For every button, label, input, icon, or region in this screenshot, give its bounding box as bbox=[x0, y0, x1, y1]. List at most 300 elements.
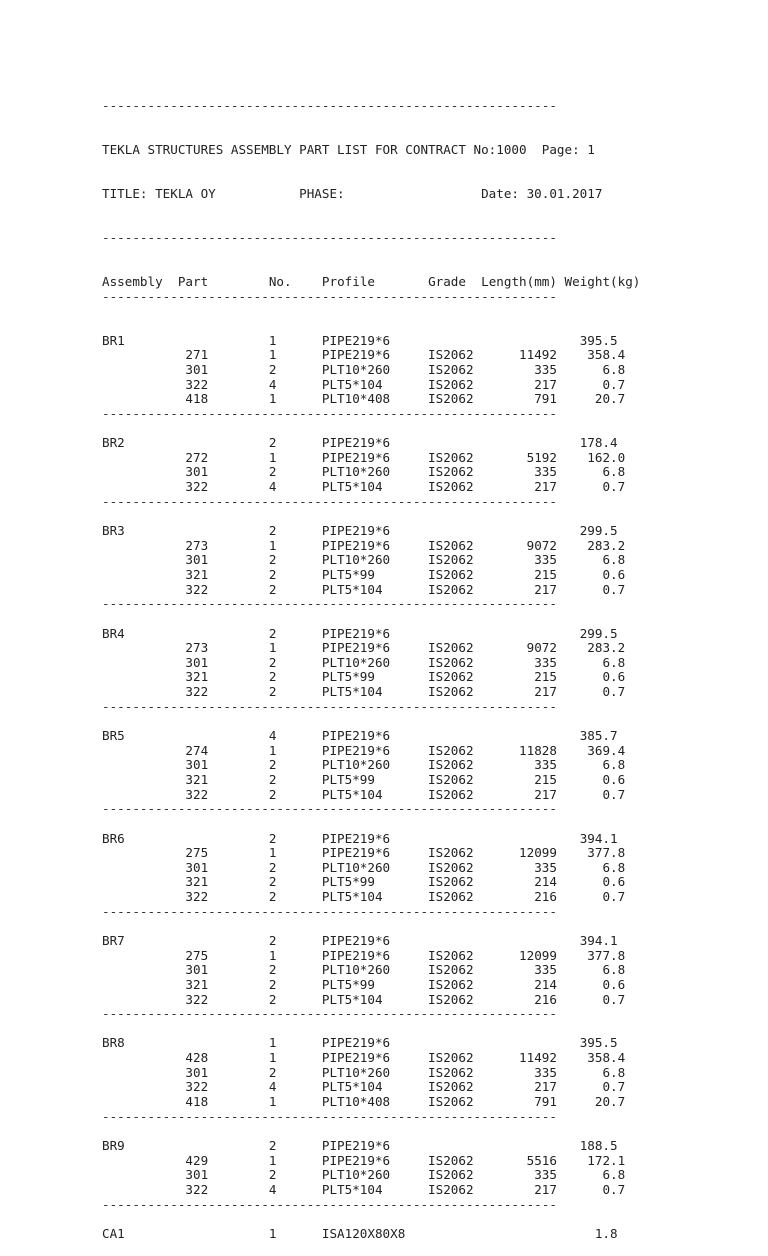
part-length: 217 bbox=[473, 786, 557, 802]
part-quantity: 2 bbox=[268, 874, 322, 890]
part-profile: PLT5*104 bbox=[321, 1181, 429, 1197]
assembly-row bbox=[102, 334, 640, 349]
part-indent bbox=[102, 684, 185, 699]
part-grade: IS2062 bbox=[428, 376, 474, 392]
part-weight: 6.8 bbox=[556, 362, 626, 377]
part-grade: IS2062 bbox=[428, 552, 474, 568]
part-grade: IS2062 bbox=[428, 654, 474, 670]
part-weight: 20.7 bbox=[556, 391, 626, 407]
part-weight: 6.8 bbox=[556, 1064, 626, 1080]
assembly-row bbox=[102, 524, 640, 539]
part-length: 216 bbox=[473, 991, 557, 1007]
part-indent bbox=[102, 655, 185, 670]
part-length: 5192 bbox=[473, 449, 557, 465]
part-profile: PLT5*104 bbox=[321, 376, 429, 392]
part-weight: 358.4 bbox=[556, 347, 626, 363]
part-length: 217 bbox=[473, 581, 557, 597]
part-grade: IS2062 bbox=[428, 669, 474, 685]
part-profile: PIPE219*6 bbox=[321, 537, 429, 553]
assembly-count: 4 bbox=[268, 728, 322, 744]
part-weight: 6.8 bbox=[556, 464, 626, 480]
part-quantity: 2 bbox=[268, 889, 322, 905]
part-indent bbox=[102, 347, 185, 362]
assembly-weight: 394.1 bbox=[579, 932, 618, 948]
part-weight: 172.1 bbox=[556, 1152, 626, 1168]
part-number: 322 bbox=[185, 786, 269, 802]
part-grade: IS2062 bbox=[428, 991, 474, 1007]
column-header-grade: Grade bbox=[428, 274, 482, 290]
part-number: 321 bbox=[185, 771, 269, 787]
part-weight: 0.7 bbox=[556, 581, 626, 597]
part-length: 335 bbox=[473, 962, 557, 978]
part-number: 301 bbox=[185, 464, 269, 480]
part-profile: PLT5*104 bbox=[321, 1079, 429, 1095]
part-number: 275 bbox=[185, 845, 269, 861]
group-separator: ------------------------------------------------------------ bbox=[102, 903, 557, 919]
column-header-assembly: Assembly bbox=[102, 274, 178, 290]
part-indent bbox=[102, 538, 185, 553]
part-row bbox=[102, 685, 640, 700]
part-weight: 0.6 bbox=[556, 566, 626, 582]
part-length: 791 bbox=[473, 1094, 557, 1110]
assembly-row bbox=[102, 436, 640, 451]
part-weight: 0.7 bbox=[556, 1079, 626, 1095]
part-quantity: 2 bbox=[268, 654, 322, 670]
part-profile: PLT10*260 bbox=[321, 1167, 429, 1183]
part-number: 418 bbox=[185, 391, 269, 407]
part-length: 214 bbox=[473, 874, 557, 890]
part-quantity: 2 bbox=[268, 684, 322, 700]
blank-line bbox=[102, 919, 640, 934]
assembly-row bbox=[102, 1139, 640, 1154]
part-quantity: 4 bbox=[268, 1181, 322, 1197]
part-indent bbox=[102, 889, 185, 904]
part-weight: 20.7 bbox=[556, 1094, 626, 1110]
part-row bbox=[102, 846, 640, 861]
part-length: 335 bbox=[473, 464, 557, 480]
part-quantity: 2 bbox=[268, 991, 322, 1007]
part-quantity: 1 bbox=[268, 1094, 322, 1110]
part-profile: PLT5*104 bbox=[321, 786, 429, 802]
assembly-group-br6 bbox=[102, 817, 640, 919]
assembly-row bbox=[102, 1227, 640, 1242]
part-weight: 0.7 bbox=[556, 479, 626, 495]
assembly-weight: 178.4 bbox=[579, 435, 618, 451]
part-profile: PLT5*99 bbox=[321, 771, 429, 787]
assembly-name: BR6 bbox=[102, 830, 269, 846]
part-weight: 283.2 bbox=[556, 537, 626, 553]
part-grade: IS2062 bbox=[428, 962, 474, 978]
group-separator: ------------------------------------------------------------ bbox=[102, 405, 557, 421]
part-grade: IS2062 bbox=[428, 874, 474, 890]
part-quantity: 2 bbox=[268, 859, 322, 875]
part-row bbox=[102, 641, 640, 656]
part-quantity: 4 bbox=[268, 1079, 322, 1095]
part-profile: PIPE219*6 bbox=[321, 845, 429, 861]
part-grade: IS2062 bbox=[428, 859, 474, 875]
part-number: 301 bbox=[185, 757, 269, 773]
assembly-count: 2 bbox=[268, 523, 322, 539]
part-indent bbox=[102, 362, 185, 377]
part-grade: IS2062 bbox=[428, 640, 474, 656]
part-indent bbox=[102, 948, 185, 963]
part-row bbox=[102, 583, 640, 598]
assembly-name: BR8 bbox=[102, 1035, 269, 1051]
part-number: 322 bbox=[185, 479, 269, 495]
part-length: 5516 bbox=[473, 1152, 557, 1168]
assembly-group-br1 bbox=[102, 334, 640, 422]
part-grade: IS2062 bbox=[428, 1152, 474, 1168]
part-quantity: 1 bbox=[268, 1050, 322, 1066]
column-header-length: Length(mm) bbox=[481, 274, 565, 290]
assembly-count: 2 bbox=[268, 435, 322, 451]
part-profile: PLT10*408 bbox=[321, 391, 429, 407]
part-quantity: 2 bbox=[268, 786, 322, 802]
report-title-line: TEKLA STRUCTURES ASSEMBLY PART LIST FOR CONTRACT No:1000 Page: 1 bbox=[102, 142, 595, 158]
part-indent bbox=[102, 479, 185, 494]
part-quantity: 2 bbox=[268, 757, 322, 773]
part-profile: PLT10*260 bbox=[321, 654, 429, 670]
part-indent bbox=[102, 1050, 185, 1065]
part-grade: IS2062 bbox=[428, 845, 474, 861]
part-quantity: 1 bbox=[268, 537, 322, 553]
part-number: 301 bbox=[185, 962, 269, 978]
assembly-group-br3 bbox=[102, 509, 640, 611]
part-length: 335 bbox=[473, 552, 557, 568]
part-quantity: 2 bbox=[268, 581, 322, 597]
part-number: 301 bbox=[185, 1064, 269, 1080]
part-row bbox=[102, 773, 640, 788]
part-quantity: 1 bbox=[268, 347, 322, 363]
part-indent bbox=[102, 787, 185, 802]
part-row bbox=[102, 978, 640, 993]
part-grade: IS2062 bbox=[428, 464, 474, 480]
part-profile: PLT10*260 bbox=[321, 362, 429, 377]
part-row bbox=[102, 1154, 640, 1169]
part-grade: IS2062 bbox=[428, 581, 474, 597]
group-separator: ------------------------------------------------------------ bbox=[102, 596, 557, 612]
part-indent bbox=[102, 845, 185, 860]
part-number: 271 bbox=[185, 347, 269, 363]
group-separator: ------------------------------------------------------------ bbox=[102, 801, 557, 817]
part-length: 335 bbox=[473, 654, 557, 670]
part-row bbox=[102, 1066, 640, 1081]
group-separator: ------------------------------------------------------------ bbox=[102, 698, 557, 714]
assembly-group-br2 bbox=[102, 422, 640, 510]
part-row bbox=[102, 1095, 640, 1110]
part-indent bbox=[102, 377, 185, 392]
part-length: 215 bbox=[473, 771, 557, 787]
assembly-name: BR5 bbox=[102, 728, 269, 744]
part-quantity: 1 bbox=[268, 391, 322, 407]
assembly-group-br4 bbox=[102, 612, 640, 714]
part-row bbox=[102, 1051, 640, 1066]
part-weight: 162.0 bbox=[556, 449, 626, 465]
assembly-row bbox=[102, 627, 640, 642]
blank-line bbox=[102, 817, 640, 832]
part-row bbox=[102, 861, 640, 876]
part-profile: PLT5*104 bbox=[321, 991, 429, 1007]
assembly-weight: 394.1 bbox=[579, 830, 618, 846]
part-number: 321 bbox=[185, 566, 269, 582]
assembly-weight: 1.8 bbox=[579, 1225, 618, 1241]
part-grade: IS2062 bbox=[428, 1167, 474, 1183]
part-indent bbox=[102, 391, 185, 406]
part-row bbox=[102, 348, 640, 363]
report-header-separator: ------------------------------------------------------------ bbox=[102, 230, 557, 246]
part-profile: PLT10*408 bbox=[321, 1094, 429, 1110]
part-number: 322 bbox=[185, 581, 269, 597]
part-grade: IS2062 bbox=[428, 1064, 474, 1080]
part-profile: PIPE219*6 bbox=[321, 1152, 429, 1168]
part-indent bbox=[102, 567, 185, 582]
assembly-name: BR3 bbox=[102, 523, 269, 539]
part-grade: IS2062 bbox=[428, 771, 474, 787]
assembly-name: BR2 bbox=[102, 435, 269, 451]
part-number: 301 bbox=[185, 654, 269, 670]
part-indent bbox=[102, 582, 185, 597]
part-length: 9072 bbox=[473, 537, 557, 553]
part-grade: IS2062 bbox=[428, 391, 474, 407]
assembly-profile: PIPE219*6 bbox=[321, 435, 580, 451]
part-length: 335 bbox=[473, 1167, 557, 1183]
part-quantity: 1 bbox=[268, 845, 322, 861]
group-separator: ------------------------------------------------------------ bbox=[102, 1006, 557, 1022]
assembly-group-br8 bbox=[102, 1022, 640, 1124]
part-weight: 6.8 bbox=[556, 654, 626, 670]
assembly-count: 1 bbox=[268, 1225, 322, 1241]
part-length: 216 bbox=[473, 889, 557, 905]
part-indent bbox=[102, 1167, 185, 1182]
part-weight: 0.7 bbox=[556, 991, 626, 1007]
part-profile: PIPE219*6 bbox=[321, 742, 429, 758]
part-number: 301 bbox=[185, 552, 269, 568]
assembly-profile: PIPE219*6 bbox=[321, 332, 580, 348]
part-grade: IS2062 bbox=[428, 684, 474, 700]
part-length: 217 bbox=[473, 1181, 557, 1197]
part-row bbox=[102, 656, 640, 671]
part-row bbox=[102, 744, 640, 759]
part-row bbox=[102, 392, 640, 407]
part-row bbox=[102, 363, 640, 378]
part-row bbox=[102, 890, 640, 905]
assembly-group-br9 bbox=[102, 1124, 640, 1212]
part-length: 791 bbox=[473, 391, 557, 407]
part-quantity: 1 bbox=[268, 947, 322, 963]
part-profile: PLT10*260 bbox=[321, 552, 429, 568]
part-profile: PLT5*104 bbox=[321, 581, 429, 597]
part-grade: IS2062 bbox=[428, 362, 474, 377]
column-header-no: No. bbox=[268, 274, 322, 290]
part-weight: 358.4 bbox=[556, 1050, 626, 1066]
part-row bbox=[102, 553, 640, 568]
part-indent bbox=[102, 962, 185, 977]
assembly-group-br7 bbox=[102, 919, 640, 1021]
part-quantity: 2 bbox=[268, 976, 322, 992]
assembly-part-list-report bbox=[102, 70, 640, 1256]
part-row bbox=[102, 875, 640, 890]
group-separator: ------------------------------------------------------------ bbox=[102, 1108, 557, 1124]
part-number: 322 bbox=[185, 1181, 269, 1197]
assembly-profile: PIPE219*6 bbox=[321, 1035, 580, 1051]
part-number: 301 bbox=[185, 859, 269, 875]
assembly-weight: 299.5 bbox=[579, 523, 618, 539]
part-indent bbox=[102, 669, 185, 684]
part-row bbox=[102, 378, 640, 393]
column-header-row bbox=[102, 275, 640, 290]
part-length: 335 bbox=[473, 757, 557, 773]
part-row bbox=[102, 670, 640, 685]
assembly-weight: 395.5 bbox=[579, 1035, 618, 1051]
part-quantity: 1 bbox=[268, 1152, 322, 1168]
part-length: 11492 bbox=[473, 1050, 557, 1066]
part-indent bbox=[102, 977, 185, 992]
assembly-profile: PIPE219*6 bbox=[321, 932, 580, 948]
part-quantity: 2 bbox=[268, 669, 322, 685]
assembly-row bbox=[102, 729, 640, 744]
part-weight: 6.8 bbox=[556, 552, 626, 568]
part-row bbox=[102, 1168, 640, 1183]
part-row bbox=[102, 1183, 640, 1198]
part-grade: IS2062 bbox=[428, 757, 474, 773]
part-profile: PLT10*260 bbox=[321, 464, 429, 480]
part-number: 301 bbox=[185, 362, 269, 377]
assembly-weight: 385.7 bbox=[579, 728, 618, 744]
part-grade: IS2062 bbox=[428, 976, 474, 992]
part-length: 11492 bbox=[473, 347, 557, 363]
part-row bbox=[102, 788, 640, 803]
part-length: 12099 bbox=[473, 947, 557, 963]
part-grade: IS2062 bbox=[428, 449, 474, 465]
part-quantity: 4 bbox=[268, 376, 322, 392]
part-quantity: 2 bbox=[268, 771, 322, 787]
part-profile: PIPE219*6 bbox=[321, 449, 429, 465]
part-grade: IS2062 bbox=[428, 786, 474, 802]
assembly-row bbox=[102, 934, 640, 949]
part-profile: PLT5*99 bbox=[321, 669, 429, 685]
part-row bbox=[102, 1080, 640, 1095]
part-weight: 377.8 bbox=[556, 845, 626, 861]
part-quantity: 2 bbox=[268, 464, 322, 480]
column-header-part: Part bbox=[177, 274, 269, 290]
part-weight: 0.6 bbox=[556, 669, 626, 685]
part-profile: PIPE219*6 bbox=[321, 947, 429, 963]
assembly-profile: ISA120X80X8 bbox=[321, 1225, 580, 1241]
part-profile: PLT5*99 bbox=[321, 566, 429, 582]
assembly-count: 2 bbox=[268, 625, 322, 641]
blank-line bbox=[102, 1022, 640, 1037]
part-quantity: 2 bbox=[268, 362, 322, 377]
assembly-weight: 395.5 bbox=[579, 332, 618, 348]
group-separator: ------------------------------------------------------------ bbox=[102, 1196, 557, 1212]
part-row bbox=[102, 480, 640, 495]
part-row bbox=[102, 963, 640, 978]
part-profile: PLT5*99 bbox=[321, 874, 429, 890]
part-length: 335 bbox=[473, 362, 557, 377]
part-grade: IS2062 bbox=[428, 742, 474, 758]
part-number: 322 bbox=[185, 889, 269, 905]
part-length: 335 bbox=[473, 1064, 557, 1080]
part-weight: 6.8 bbox=[556, 757, 626, 773]
part-weight: 377.8 bbox=[556, 947, 626, 963]
report-top-separator: ------------------------------------------------------------ bbox=[102, 98, 557, 114]
part-quantity: 2 bbox=[268, 1167, 322, 1183]
part-weight: 0.7 bbox=[556, 786, 626, 802]
part-number: 429 bbox=[185, 1152, 269, 1168]
part-row bbox=[102, 758, 640, 773]
assembly-name: CA1 bbox=[102, 1225, 269, 1241]
part-weight: 0.6 bbox=[556, 771, 626, 787]
column-header-separator: ------------------------------------------------------------ bbox=[102, 288, 557, 304]
assembly-profile: PIPE219*6 bbox=[321, 523, 580, 539]
report-meta-line: TITLE: TEKLA OY PHASE: Date: 30.01.2017 bbox=[102, 186, 603, 202]
part-row bbox=[102, 451, 640, 466]
part-length: 11828 bbox=[473, 742, 557, 758]
part-indent bbox=[102, 1153, 185, 1168]
part-number: 321 bbox=[185, 669, 269, 685]
part-grade: IS2062 bbox=[428, 1181, 474, 1197]
assembly-name: BR7 bbox=[102, 932, 269, 948]
part-grade: IS2062 bbox=[428, 347, 474, 363]
part-length: 217 bbox=[473, 1079, 557, 1095]
group-separator: ------------------------------------------------------------ bbox=[102, 493, 557, 509]
part-number: 428 bbox=[185, 1050, 269, 1066]
part-profile: PIPE219*6 bbox=[321, 347, 429, 363]
part-indent bbox=[102, 1079, 185, 1094]
part-length: 9072 bbox=[473, 640, 557, 656]
part-indent bbox=[102, 450, 185, 465]
assembly-count: 2 bbox=[268, 1137, 322, 1153]
part-number: 321 bbox=[185, 874, 269, 890]
part-weight: 6.8 bbox=[556, 859, 626, 875]
part-profile: PLT10*260 bbox=[321, 757, 429, 773]
part-number: 274 bbox=[185, 742, 269, 758]
assembly-count: 1 bbox=[268, 332, 322, 348]
assembly-count: 2 bbox=[268, 830, 322, 846]
part-indent bbox=[102, 992, 185, 1007]
part-indent bbox=[102, 1094, 185, 1109]
part-indent bbox=[102, 743, 185, 758]
part-profile: PLT5*104 bbox=[321, 479, 429, 495]
part-row bbox=[102, 993, 640, 1008]
part-number: 322 bbox=[185, 1079, 269, 1095]
assembly-profile: PIPE219*6 bbox=[321, 625, 580, 641]
part-indent bbox=[102, 757, 185, 772]
part-profile: PLT10*260 bbox=[321, 962, 429, 978]
blank-line bbox=[102, 509, 640, 524]
part-quantity: 4 bbox=[268, 479, 322, 495]
part-quantity: 2 bbox=[268, 552, 322, 568]
part-grade: IS2062 bbox=[428, 566, 474, 582]
part-length: 12099 bbox=[473, 845, 557, 861]
part-weight: 0.7 bbox=[556, 1181, 626, 1197]
part-row bbox=[102, 568, 640, 583]
part-profile: PLT10*260 bbox=[321, 1064, 429, 1080]
assembly-group-br5 bbox=[102, 714, 640, 816]
part-grade: IS2062 bbox=[428, 1079, 474, 1095]
part-profile: PLT5*99 bbox=[321, 976, 429, 992]
part-number: 418 bbox=[185, 1094, 269, 1110]
part-profile: PLT5*104 bbox=[321, 684, 429, 700]
part-weight: 0.6 bbox=[556, 976, 626, 992]
part-length: 215 bbox=[473, 669, 557, 685]
part-indent bbox=[102, 552, 185, 567]
part-grade: IS2062 bbox=[428, 1094, 474, 1110]
part-weight: 0.7 bbox=[556, 889, 626, 905]
part-number: 273 bbox=[185, 537, 269, 553]
part-row bbox=[102, 539, 640, 554]
part-weight: 6.8 bbox=[556, 962, 626, 978]
